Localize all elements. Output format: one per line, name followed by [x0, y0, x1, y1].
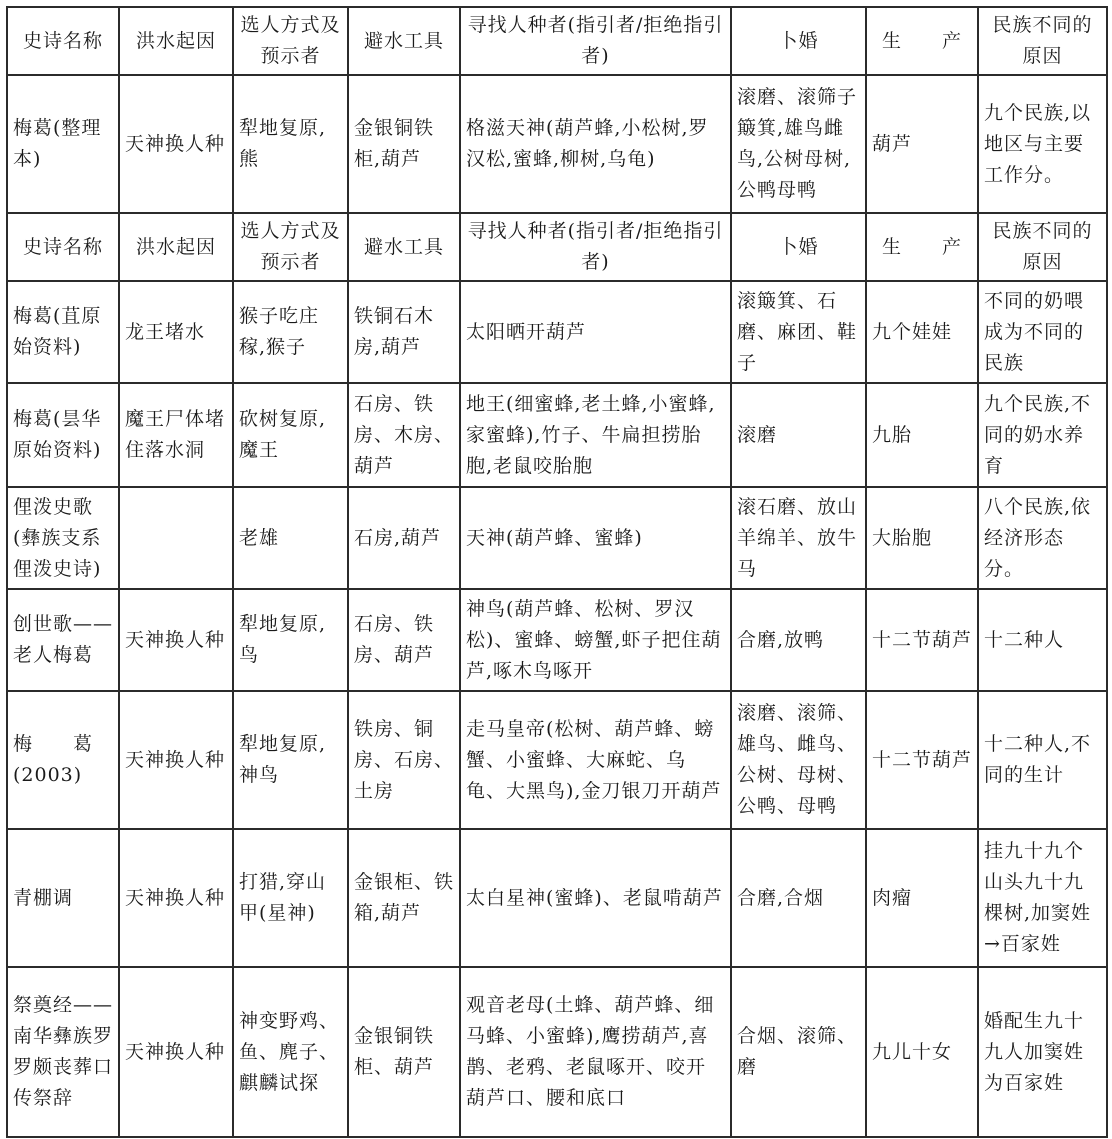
page [6, 6, 1106, 1138]
table-cell: 天神换人种 [119, 829, 233, 967]
table-row [7, 487, 1107, 589]
table-row [7, 281, 1107, 383]
table-cell: 天神(葫芦蜂、蜜蜂) [460, 487, 731, 589]
header-cell: 民族不同的原因 [978, 213, 1107, 281]
header-cell: 卜婚 [731, 7, 866, 75]
table-cell: 地王(细蜜蜂,老土蜂,小蜜蜂,家蜜蜂),竹子、牛扁担捞胎胞,老鼠咬胎胞 [460, 383, 731, 487]
table-cell: 梅 葛(2003) [7, 691, 119, 829]
table-row [7, 829, 1107, 967]
table-cell: 猴子吃庄稼,猴子 [233, 281, 348, 383]
table-cell: 滚磨、滚筛、雄鸟、雌鸟、公树、母树、公鸭、母鸭 [731, 691, 866, 829]
table-cell: 犁地复原,熊 [233, 75, 348, 213]
table-cell: 不同的奶喂成为不同的民族 [978, 281, 1107, 383]
table-cell: 合磨,合烟 [731, 829, 866, 967]
table-cell: 天神换人种 [119, 691, 233, 829]
table-row [7, 691, 1107, 829]
header-row-repeat [7, 213, 1107, 281]
table-cell: 梅葛(昙华原始资料) [7, 383, 119, 487]
header-cell: 洪水起因 [119, 7, 233, 75]
table-cell: 十二种人 [978, 589, 1107, 691]
table-cell: 梅葛(整理本) [7, 75, 119, 213]
table-cell: 滚磨、滚筛子簸箕,雄鸟雌鸟,公树母树,公鸭母鸭 [731, 75, 866, 213]
header-cell: 民族不同的原因 [978, 7, 1107, 75]
table-cell: 铁铜石木房,葫芦 [348, 281, 460, 383]
table-cell [119, 487, 233, 589]
table-row [7, 75, 1107, 213]
table-cell: 石房、铁房、木房、葫芦 [348, 383, 460, 487]
table-cell: 滚簸箕、石磨、麻团、鞋子 [731, 281, 866, 383]
header-cell: 选人方式及预示者 [233, 213, 348, 281]
table-cell: 格滋天神(葫芦蜂,小松树,罗汉松,蜜蜂,柳树,乌龟) [460, 75, 731, 213]
table-cell: 梅葛(苴原始资料) [7, 281, 119, 383]
table-cell: 合磨,放鸭 [731, 589, 866, 691]
table-cell: 犁地复原,神鸟 [233, 691, 348, 829]
table-cell: 神变野鸡、鱼、麂子、麒麟试探 [233, 967, 348, 1137]
header-row [7, 7, 1107, 75]
table-cell: 金银铜铁柜、葫芦 [348, 967, 460, 1137]
table-cell: 祭奠经——南华彝族罗罗颇丧葬口传祭辞 [7, 967, 119, 1137]
table-cell: 天神换人种 [119, 75, 233, 213]
table-cell: 俚泼史歌(彝族支系俚泼史诗) [7, 487, 119, 589]
table-cell: 大胎胞 [866, 487, 978, 589]
table-cell: 十二种人,不同的生计 [978, 691, 1107, 829]
table-cell: 九个民族,以地区与主要工作分。 [978, 75, 1107, 213]
table-cell: 葫芦 [866, 75, 978, 213]
table-cell: 铁房、铜房、石房、土房 [348, 691, 460, 829]
table-cell: 天神换人种 [119, 589, 233, 691]
header-cell: 避水工具 [348, 213, 460, 281]
table-cell: 神鸟(葫芦蜂、松树、罗汉松)、蜜蜂、螃蟹,虾子把住葫芦,啄木鸟啄开 [460, 589, 731, 691]
table-cell: 太白星神(蜜蜂)、老鼠啃葫芦 [460, 829, 731, 967]
table-cell: 滚石磨、放山羊绵羊、放牛马 [731, 487, 866, 589]
table-cell: 金银柜、铁箱,葫芦 [348, 829, 460, 967]
header-cell: 史诗名称 [7, 7, 119, 75]
table-cell: 老雄 [233, 487, 348, 589]
table-cell: 九个民族,不同的奶水养育 [978, 383, 1107, 487]
table-row [7, 967, 1107, 1137]
table-cell: 走马皇帝(松树、葫芦蜂、螃蟹、小蜜蜂、大麻蛇、乌龟、大黑鸟),金刀银刀开葫芦 [460, 691, 731, 829]
header-cell: 卜婚 [731, 213, 866, 281]
table-cell: 太阳晒开葫芦 [460, 281, 731, 383]
table-cell: 九儿十女 [866, 967, 978, 1137]
table-cell: 创世歌——老人梅葛 [7, 589, 119, 691]
table-cell: 观音老母(土蜂、葫芦蜂、细马蜂、小蜜蜂),鹰捞葫芦,喜鹊、老鸦、老鼠啄开、咬开葫芦口、腰和底口 [460, 967, 731, 1137]
header-cell: 生 产 [866, 7, 978, 75]
table-cell: 石房,葫芦 [348, 487, 460, 589]
table-cell: 合烟、滚筛、磨 [731, 967, 866, 1137]
table-cell: 金银铜铁柜,葫芦 [348, 75, 460, 213]
header-cell: 避水工具 [348, 7, 460, 75]
header-cell: 选人方式及预示者 [233, 7, 348, 75]
table-cell: 八个民族,依经济形态分。 [978, 487, 1107, 589]
table-cell: 肉瘤 [866, 829, 978, 967]
table-cell: 九胎 [866, 383, 978, 487]
table-row [7, 589, 1107, 691]
table-cell: 十二节葫芦 [866, 589, 978, 691]
table-cell: 龙王堵水 [119, 281, 233, 383]
table-cell: 砍树复原,魔王 [233, 383, 348, 487]
table-cell: 婚配生九十九人加窦姓为百家姓 [978, 967, 1107, 1137]
table-cell: 魔王尸体堵住落水洞 [119, 383, 233, 487]
table-cell: 犁地复原,鸟 [233, 589, 348, 691]
table-cell: 十二节葫芦 [866, 691, 978, 829]
header-cell: 寻找人种者(指引者/拒绝指引者) [460, 7, 731, 75]
table-row [7, 383, 1107, 487]
table-cell: 九个娃娃 [866, 281, 978, 383]
header-cell: 洪水起因 [119, 213, 233, 281]
table-cell: 青棚调 [7, 829, 119, 967]
table-cell: 滚磨 [731, 383, 866, 487]
table-cell: 打猎,穿山甲(星神) [233, 829, 348, 967]
header-cell: 寻找人种者(指引者/拒绝指引者) [460, 213, 731, 281]
header-cell: 史诗名称 [7, 213, 119, 281]
header-cell: 生 产 [866, 213, 978, 281]
table-cell: 石房、铁房、葫芦 [348, 589, 460, 691]
table-cell: 天神换人种 [119, 967, 233, 1137]
epic-comparison-table [6, 6, 1108, 1138]
table-cell: 挂九十九个山头九十九棵树,加窦姓→百家姓 [978, 829, 1107, 967]
